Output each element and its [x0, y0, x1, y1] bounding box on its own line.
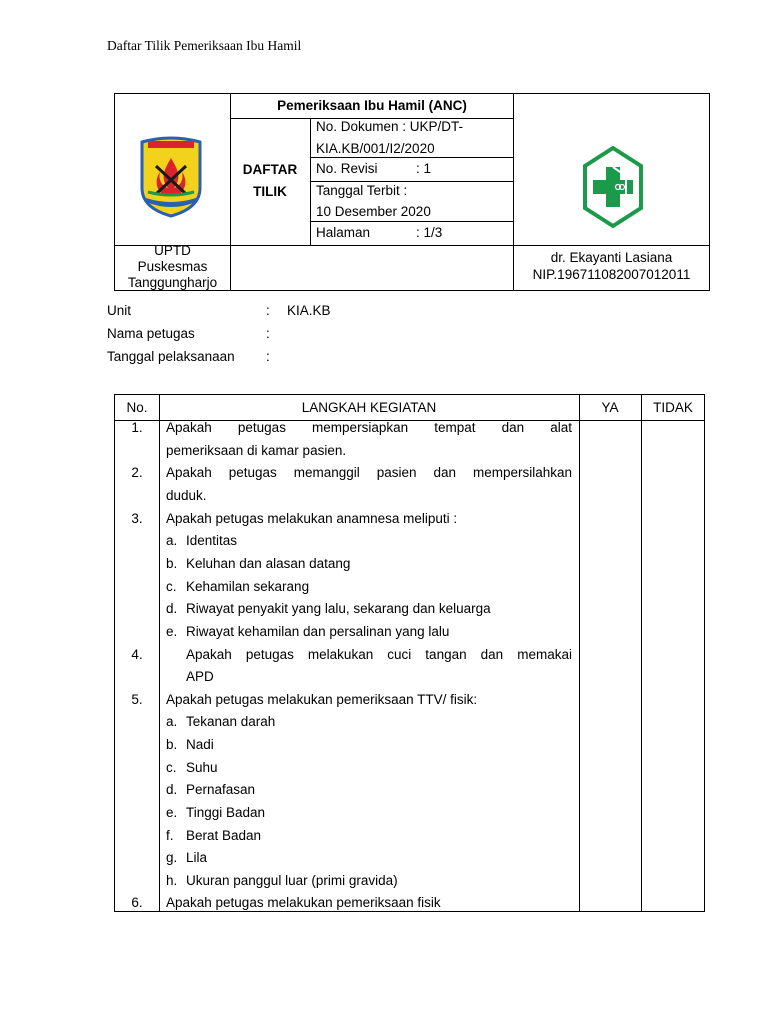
step-number: 4.	[131, 647, 143, 662]
list-item: f. Berat Badan	[166, 828, 262, 843]
tilik-label: TILIK	[253, 184, 287, 199]
form-title: Pemeriksaan Ibu Hamil (ANC)	[277, 98, 467, 113]
list-item: e. Tinggi Badan	[166, 805, 266, 820]
list-item: b. Nadi	[166, 737, 214, 752]
step-text-cont: duduk.	[166, 488, 207, 503]
checklist-table	[114, 394, 705, 912]
running-title: Daftar Tilik Pemeriksaan Ibu Hamil	[107, 38, 302, 53]
no-revisi-label: No. Revisi	[316, 161, 378, 176]
header-langkah: LANGKAH KEGIATAN	[301, 400, 437, 415]
signer-name: dr. Ekayanti Lasiana	[550, 250, 673, 265]
step-text: Apakah petugas memanggil pasien dan mempersilahkan	[166, 465, 572, 480]
puskesmas-logo-icon	[582, 145, 644, 229]
no-revisi-value: : 1	[416, 161, 432, 176]
unit-line1: UPTD	[154, 243, 191, 258]
unit-label: Unit	[107, 303, 132, 318]
list-item: e. Riwayat kehamilan dan persalinan yang lalu	[166, 624, 450, 639]
step-number: 1.	[131, 420, 143, 435]
list-item: h. Ukuran panggul luar (primi gravida)	[166, 873, 398, 888]
header-no: No.	[126, 400, 148, 415]
header-tidak: TIDAK	[653, 400, 693, 415]
no-dokumen-line1: No. Dokumen : UKP/DT-	[316, 119, 464, 134]
document-header	[114, 93, 710, 291]
step-number: 6.	[131, 895, 143, 910]
petugas-label: Nama petugas	[107, 326, 195, 341]
header-ya: YA	[601, 400, 619, 415]
halaman-value: : 1/3	[416, 225, 443, 240]
unit-line3: Tanggungharjo	[127, 275, 218, 290]
step-text: Apakah petugas melakukan pemeriksaan fisik	[166, 895, 441, 910]
list-item: b. Keluhan dan alasan datang	[166, 556, 351, 571]
list-item: g. Lila	[166, 850, 208, 865]
step-text: Apakah petugas melakukan pemeriksaan TTV/ fisik:	[166, 692, 478, 707]
regency-emblem-icon	[138, 136, 204, 218]
list-item: c. Kehamilan sekarang	[166, 579, 310, 594]
step-number: 3.	[131, 511, 143, 526]
step-text: Apakah petugas melakukan cuci tangan dan memakai	[186, 647, 572, 662]
step-text-cont: pemeriksaan di kamar pasien.	[166, 443, 347, 458]
unit-colon: :	[266, 303, 270, 318]
petugas-colon: :	[266, 326, 270, 341]
signer-nip: NIP.196711082007012011	[532, 267, 691, 282]
step-text: Apakah petugas mempersiapkan tempat dan alat	[166, 420, 572, 435]
tanggal-terbit-value: 10 Desember 2020	[316, 204, 431, 219]
tanggal-label: Tanggal pelaksanaan	[107, 349, 235, 364]
step-text: Apakah petugas melakukan anamnesa meliputi :	[166, 511, 458, 526]
step-number: 2.	[131, 465, 143, 480]
list-item: a. Identitas	[166, 533, 238, 548]
step-number: 5.	[131, 692, 143, 707]
unit-line2: Puskesmas	[137, 259, 208, 274]
list-item: d. Riwayat penyakit yang lalu, sekarang dan keluarga	[166, 601, 491, 616]
step-text-cont: APD	[186, 669, 214, 684]
list-item: c. Suhu	[166, 760, 218, 775]
daftar-label: DAFTAR	[242, 162, 298, 177]
list-item: d. Pernafasan	[166, 782, 256, 797]
list-item: a. Tekanan darah	[166, 714, 276, 729]
halaman-label: Halaman	[316, 225, 371, 240]
unit-value: KIA.KB	[287, 303, 331, 318]
tanggal-terbit-label: Tanggal Terbit :	[316, 183, 408, 198]
no-dokumen-line2: KIA.KB/001/I2/2020	[316, 141, 435, 156]
tanggal-colon: :	[266, 349, 270, 364]
